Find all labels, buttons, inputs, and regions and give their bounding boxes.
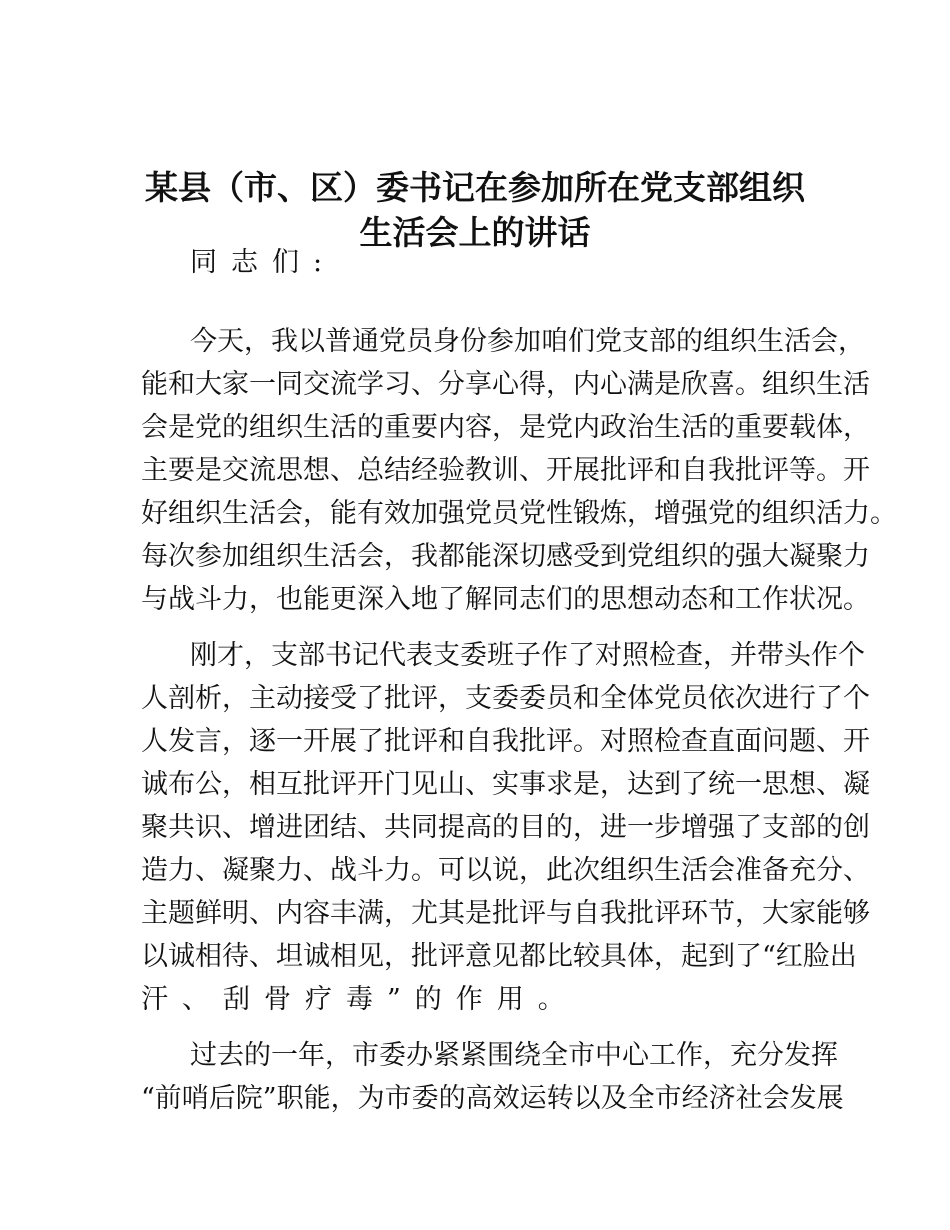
text-line: 造力、凝聚力、战斗力。可以说，此次组织生活会准备充分、 bbox=[141, 855, 870, 886]
text-line: 主题鲜明、内容丰满，尤其是批评与自我批评环节，大家能够 bbox=[141, 898, 870, 929]
text-line: 与战斗力，也能更深入地了解同志们的思想动态和工作状况。 bbox=[141, 584, 870, 615]
text-line: 主要是交流思想、总结经验教训、开展批评和自我批评等。开 bbox=[141, 455, 870, 486]
text-line: 好组织生活会，能有效加强党员党性锻炼，增强党的组织活力。 bbox=[141, 498, 897, 529]
document-title-line-1: 某县（市、区）委书记在参加所在党支部组织 bbox=[145, 168, 805, 207]
document-title-line-2: 生活会上的讲话 bbox=[359, 213, 591, 252]
text-line: 会是党的组织生活的重要内容，是党内政治生活的重要载体， bbox=[141, 412, 870, 443]
text-line: 以诚相待、坦诚相见，批评意见都比较具体，起到了“红脸出 bbox=[141, 941, 857, 972]
text-line: 每次参加组织生活会，我都能深切感受到党组织的强大凝聚力 bbox=[141, 541, 870, 572]
text-line: 诚布公，相互批评开门见山、实事求是，达到了统一思想、凝 bbox=[141, 769, 870, 800]
text-line: 过去的一年，市委办紧紧围绕全市中心工作，充分发挥 bbox=[190, 1040, 838, 1071]
text-line: 汗、刮骨疗毒”的作用。 bbox=[141, 984, 579, 1015]
text-line: 人发言，逐一开展了批评和自我批评。对照检查直面问题、开 bbox=[141, 726, 870, 757]
text-line: 人剖析，主动接受了批评，支委委员和全体党员依次进行了个 bbox=[141, 683, 870, 714]
salutation: 同志们: bbox=[190, 247, 337, 278]
text-line: 能和大家一同交流学习、分享心得，内心满是欣喜。组织生活 bbox=[141, 369, 870, 400]
text-line: “前哨后院”职能，为市委的高效运转以及全市经济社会发展 bbox=[141, 1083, 844, 1114]
text-line: 聚共识、增进团结、共同提高的目的，进一步增强了支部的创 bbox=[141, 812, 870, 843]
text-line: 今天，我以普通党员身份参加咱们党支部的组织生活会， bbox=[190, 326, 865, 357]
text-line: 刚才，支部书记代表支委班子作了对照检查，并带头作个 bbox=[190, 640, 865, 671]
